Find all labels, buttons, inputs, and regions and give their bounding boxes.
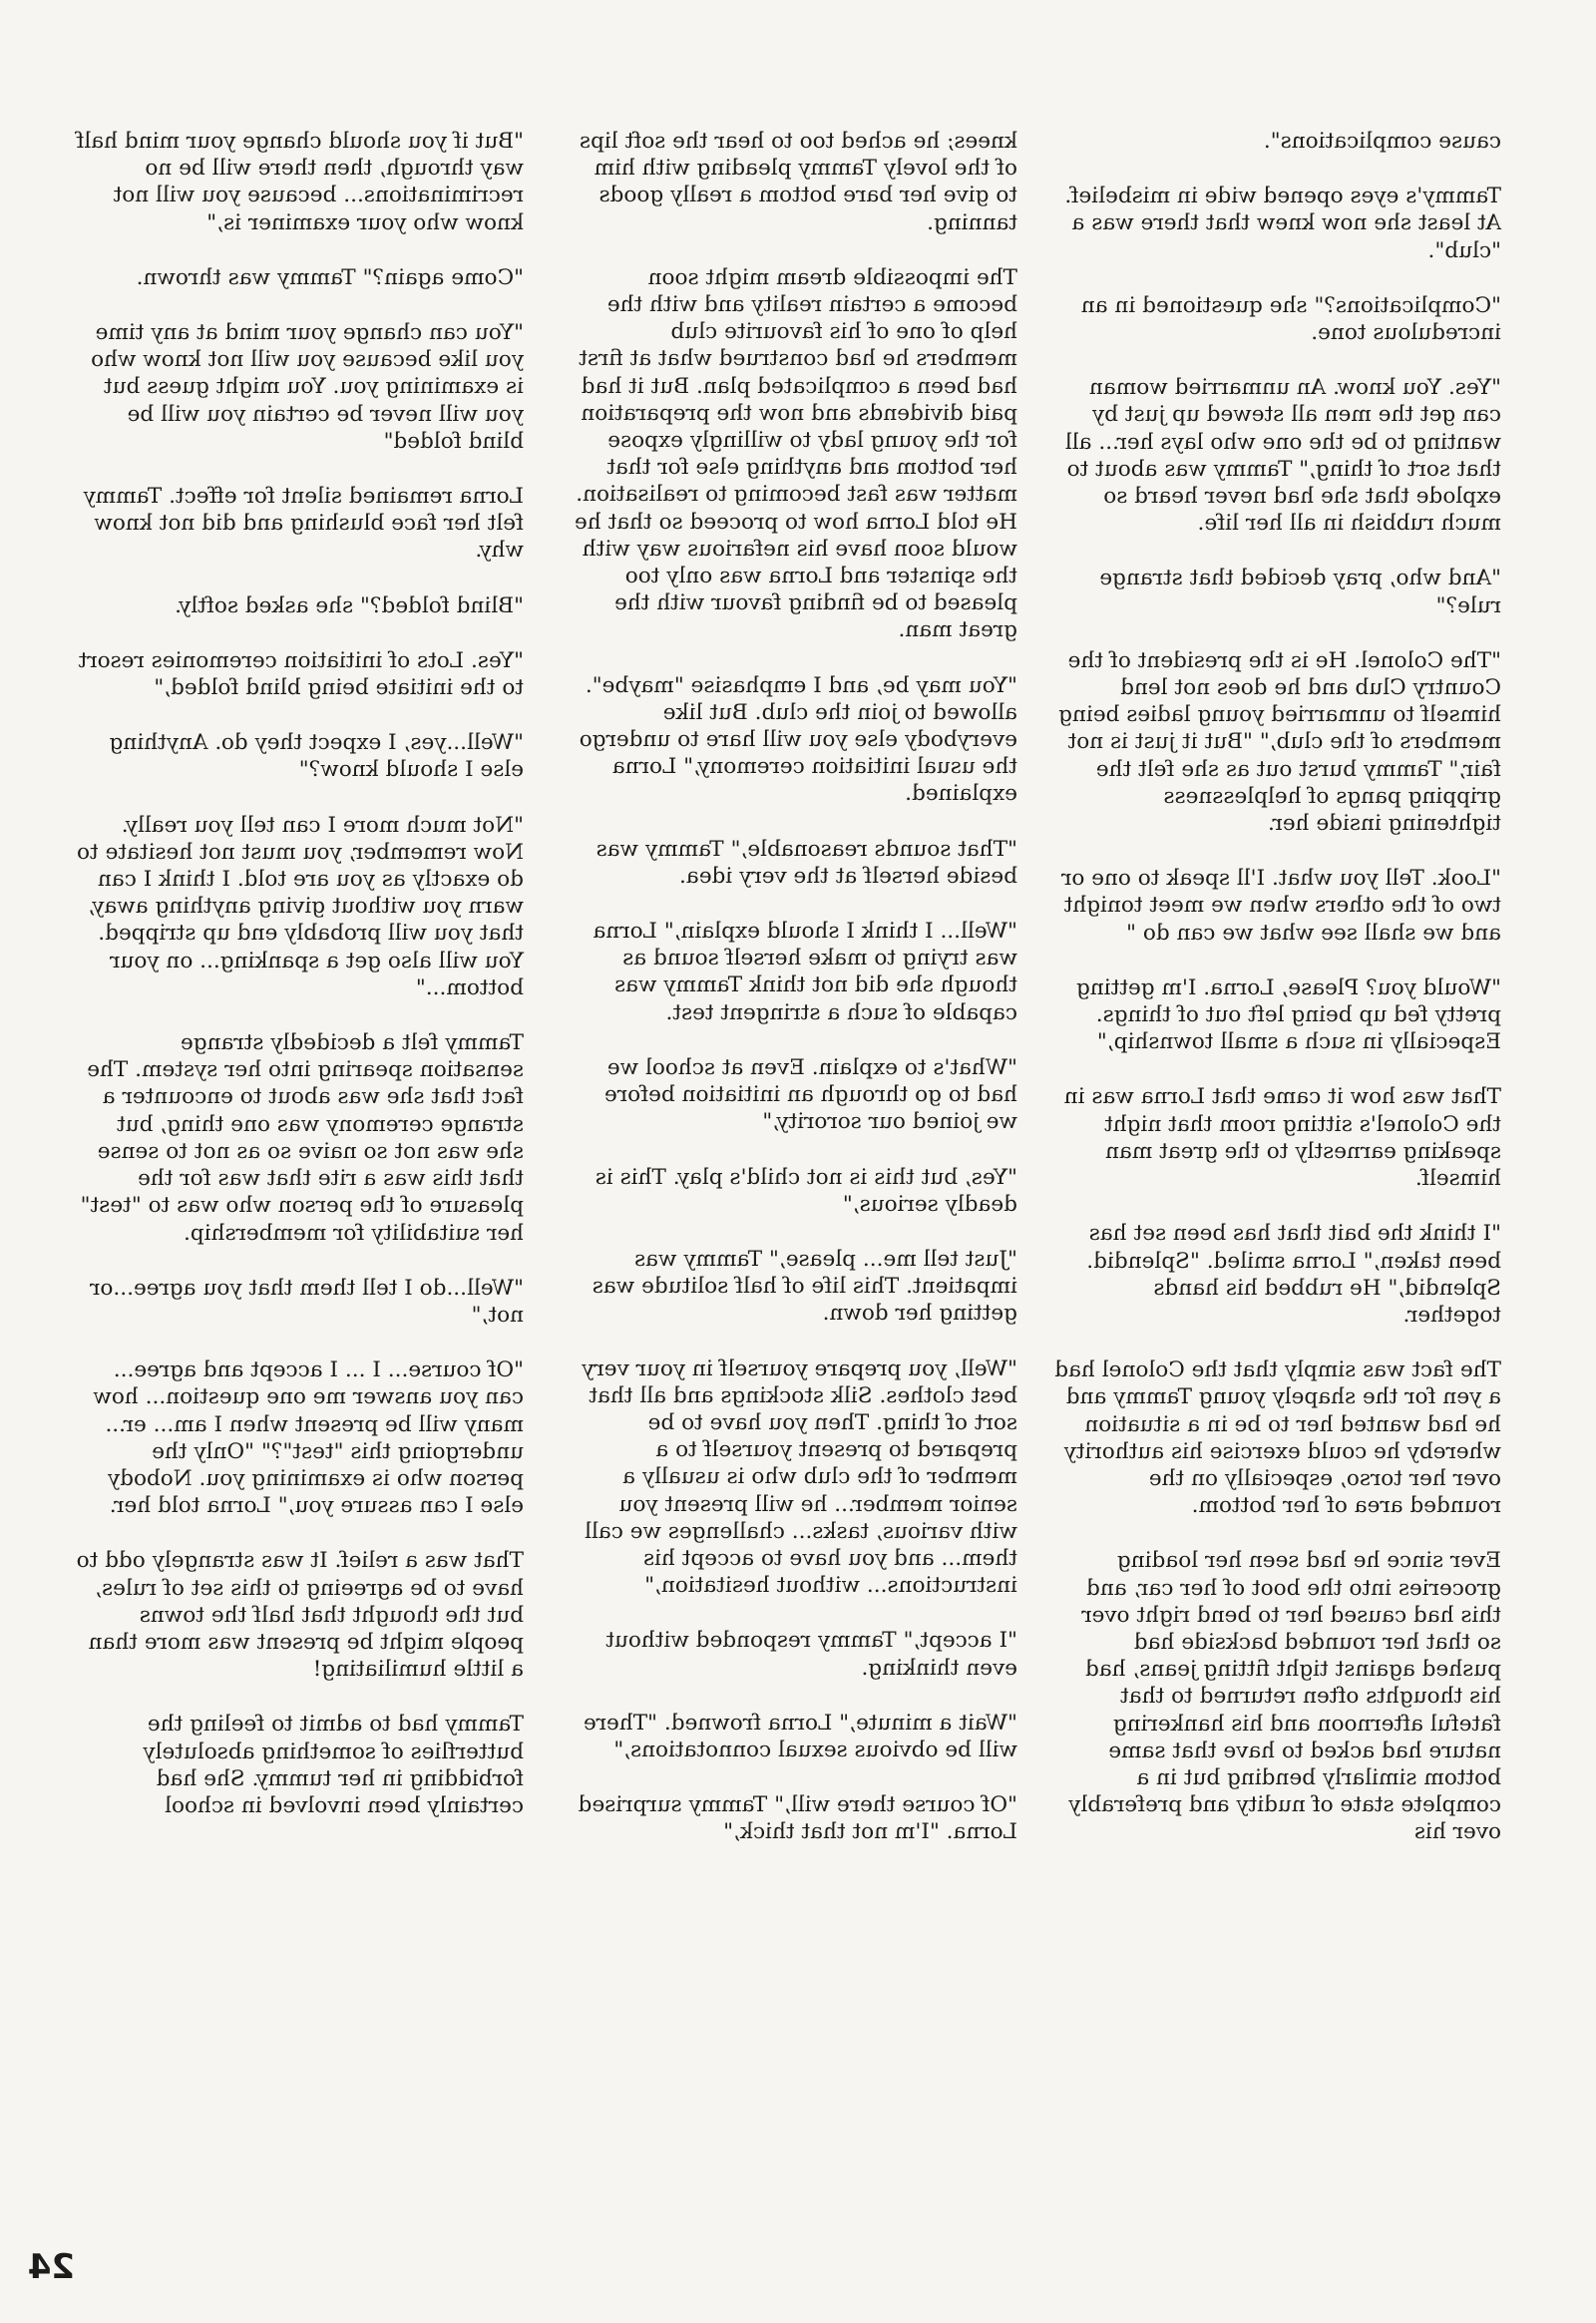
paragraph: "Would you? Please, Lorna. I'm getting pretty fed up being left out of things. Especially in such a small township," xyxy=(1076,974,1501,1055)
paragraph: Tammy felt a decidedly strange sensation spearing into her system. The fact that she was about to encounter a strange ceremony was one thing, but she was not so naive so as not to sense that this was a rite that was for the pleasure of the person who was to "test" her suitability for membership. xyxy=(80,1030,524,1246)
text-column-1 xyxy=(1052,128,1501,1874)
paragraph: knees; he ached too to hear the soft lips of the lovely Tammy pleading with him to give her bare bottom a really goods tanning. xyxy=(579,129,1017,235)
paragraph: "I accept," Tammy responded without even thinking. xyxy=(605,1628,1017,1681)
paragraph: That was a relief. It was strangely odd to have to be agreeing to this set of rules, but the thought that half the towns people might be present was more than a little humiliating! xyxy=(76,1548,524,1683)
paragraph: "Complications?" she questioned in an incredulous tone. xyxy=(1080,292,1501,346)
paragraph: "Of course there will," Tammy surprised Lorna. "I'm not that thick," xyxy=(578,1792,1017,1845)
paragraph: "Yes. Lots of initiation ceremonies resort to the initiate being blind folded," xyxy=(78,647,524,701)
paragraph: "Well... I think I should explain," Lorna was trying to make herself sound as though she did not think Tammy was capable of such a stringent test. xyxy=(593,919,1017,1025)
paragraph: "Well, you prepare yourself in your very best clothes. Silk stockings and all that sort of thing. Then you have to be prepared to present yourself to a member of the club who is usually a senior member... he will present you with various, tasks... challenges we call them... and you have to accept his instructions... without hesitation," xyxy=(582,1355,1017,1599)
page-number: 24 xyxy=(27,2247,75,2287)
paragraph: Tammy's eyes opened wide in misbelief. At least she now knew that there was a "club". xyxy=(1064,184,1501,263)
paragraph: "Well...yes, I expect they do. Anything else I should know?" xyxy=(109,730,524,783)
paragraph: The fact was simply that the Colonel had a yen for the shapely young Tammy and he had wanted her to be in a situation whereby he could exercise his authority over her torso, especially on the rounded area of her bottom. xyxy=(1054,1357,1501,1519)
paragraph: "The Colonel. He is the president of the Country Club and he does not lend himself to unmarried young ladies being members of the club," "But it just is not fair," Tammy burst out as she felt the gripping pangs of helplessness tightening inside her. xyxy=(1058,647,1501,837)
paragraph: Ever since he had seen her loading groceries into the boot of her car, and this had caused her to bend right over so that her rounded backside had pushed against tight fitting jeans, had his thoughts often returned to that fateful afternoon and his hankering nature had acked to have that same bottom similarly bending but in a complete state of nudity and preferably over his xyxy=(1068,1548,1501,1845)
paragraph: "And who, pray decided that strange rule?" xyxy=(1099,566,1501,618)
text-column-2 xyxy=(569,128,1017,1874)
paragraph: "Blind folded?" she asked softly. xyxy=(175,592,524,618)
paragraph: "But if you should change your mind half way through, then there will be no recriminations... because you will not know who your examiner is," xyxy=(76,129,524,235)
text-column-3 xyxy=(75,128,524,1847)
paragraph: "Not much more I can tell you really. Now remember, you must not hesitate to do exactly as you are told. I think I can warn you without giving anything away, that you will probably end up stripped. You will also get a spanking... on your bottom..." xyxy=(76,812,524,1000)
paragraph: "That sounds reasonable," Tammy was beside herself at the very idea. xyxy=(596,836,1017,889)
paragraph: "Come again?" Tammy was thrown. xyxy=(136,264,524,290)
paragraph: "Wait a minute," Lorna frowned. "There will be obvious sexual connotations," xyxy=(583,1710,1017,1762)
paragraph: "Yes, but this is not child's play. This is deadly serious," xyxy=(595,1164,1017,1217)
paragraph: "Just tell me... please," Tammy was impatient. This life of half solitude was getting her down. xyxy=(592,1246,1017,1327)
paragraph: "I think the bait that has been set has been taken," Lorna smiled. "Splendid. Splendid," He rubbed his hands together. xyxy=(1086,1221,1501,1328)
paragraph: "Of course... I ... I accept and agree... can you answer me one question... how many will be present when I am... er... undergoing this "test"?" "Only the person who is examining you. Nobody else I can assure you," Lorna told her. xyxy=(93,1357,524,1519)
paragraph: The impossible dream might soon become a certain reality and with the help of one of his favourite club members he had construed what at first had been a complicated plan. But it had paid dividends and now the preparation for the young lady to willingly expose her bottom and anything else for that matter was fast becoming to realisation. He told Lorna how to proceed so that he would soon have his nefarious way with the spinster and Lorna was only too pleased to be finding favour with the great man. xyxy=(575,264,1017,643)
paragraph: Lorna remained silent for effect. Tammy felt her face blushing and did not know why. xyxy=(83,484,524,564)
paragraph: "Look. Tell you what. I'll speak to one or two of the others when we meet tonight and we shall see what we can do " xyxy=(1061,866,1501,946)
paragraph: "Well...do I tell them that you agree...or not," xyxy=(90,1275,524,1328)
paragraph: cause complications". xyxy=(1263,129,1501,154)
paragraph: "What's to explain. Even at school we had to go through an initiation before we joined our sorority," xyxy=(604,1054,1017,1135)
paragraph: "You may be, and I emphasise "maybe". allowed to join the club. But like everybody else you will hare to undergo the usual initiation ceremony," Lorna explained. xyxy=(579,672,1017,807)
paragraph: Tammy had to admit to feeling the butterflies of something absolutely forbidding in her tummy. She had certainly been involved in school xyxy=(143,1712,524,1818)
paragraph: That was how it came that Lorna was in the Colonel's sitting room that night speaking earnestly to the great man himself. xyxy=(1063,1084,1501,1192)
paragraph: "You can change your mind at any time you like because you will not know who is examining you. You might guess but you will never be certain you will be blind folded" xyxy=(91,320,524,454)
paragraph: "Yes. You know. An unmarried woman can get the men all stewed up just by wanting to be the one who lays her... all that sort of thing," Tammy was about to explode that she had never heard so much rubbish in all her life. xyxy=(1064,375,1501,537)
